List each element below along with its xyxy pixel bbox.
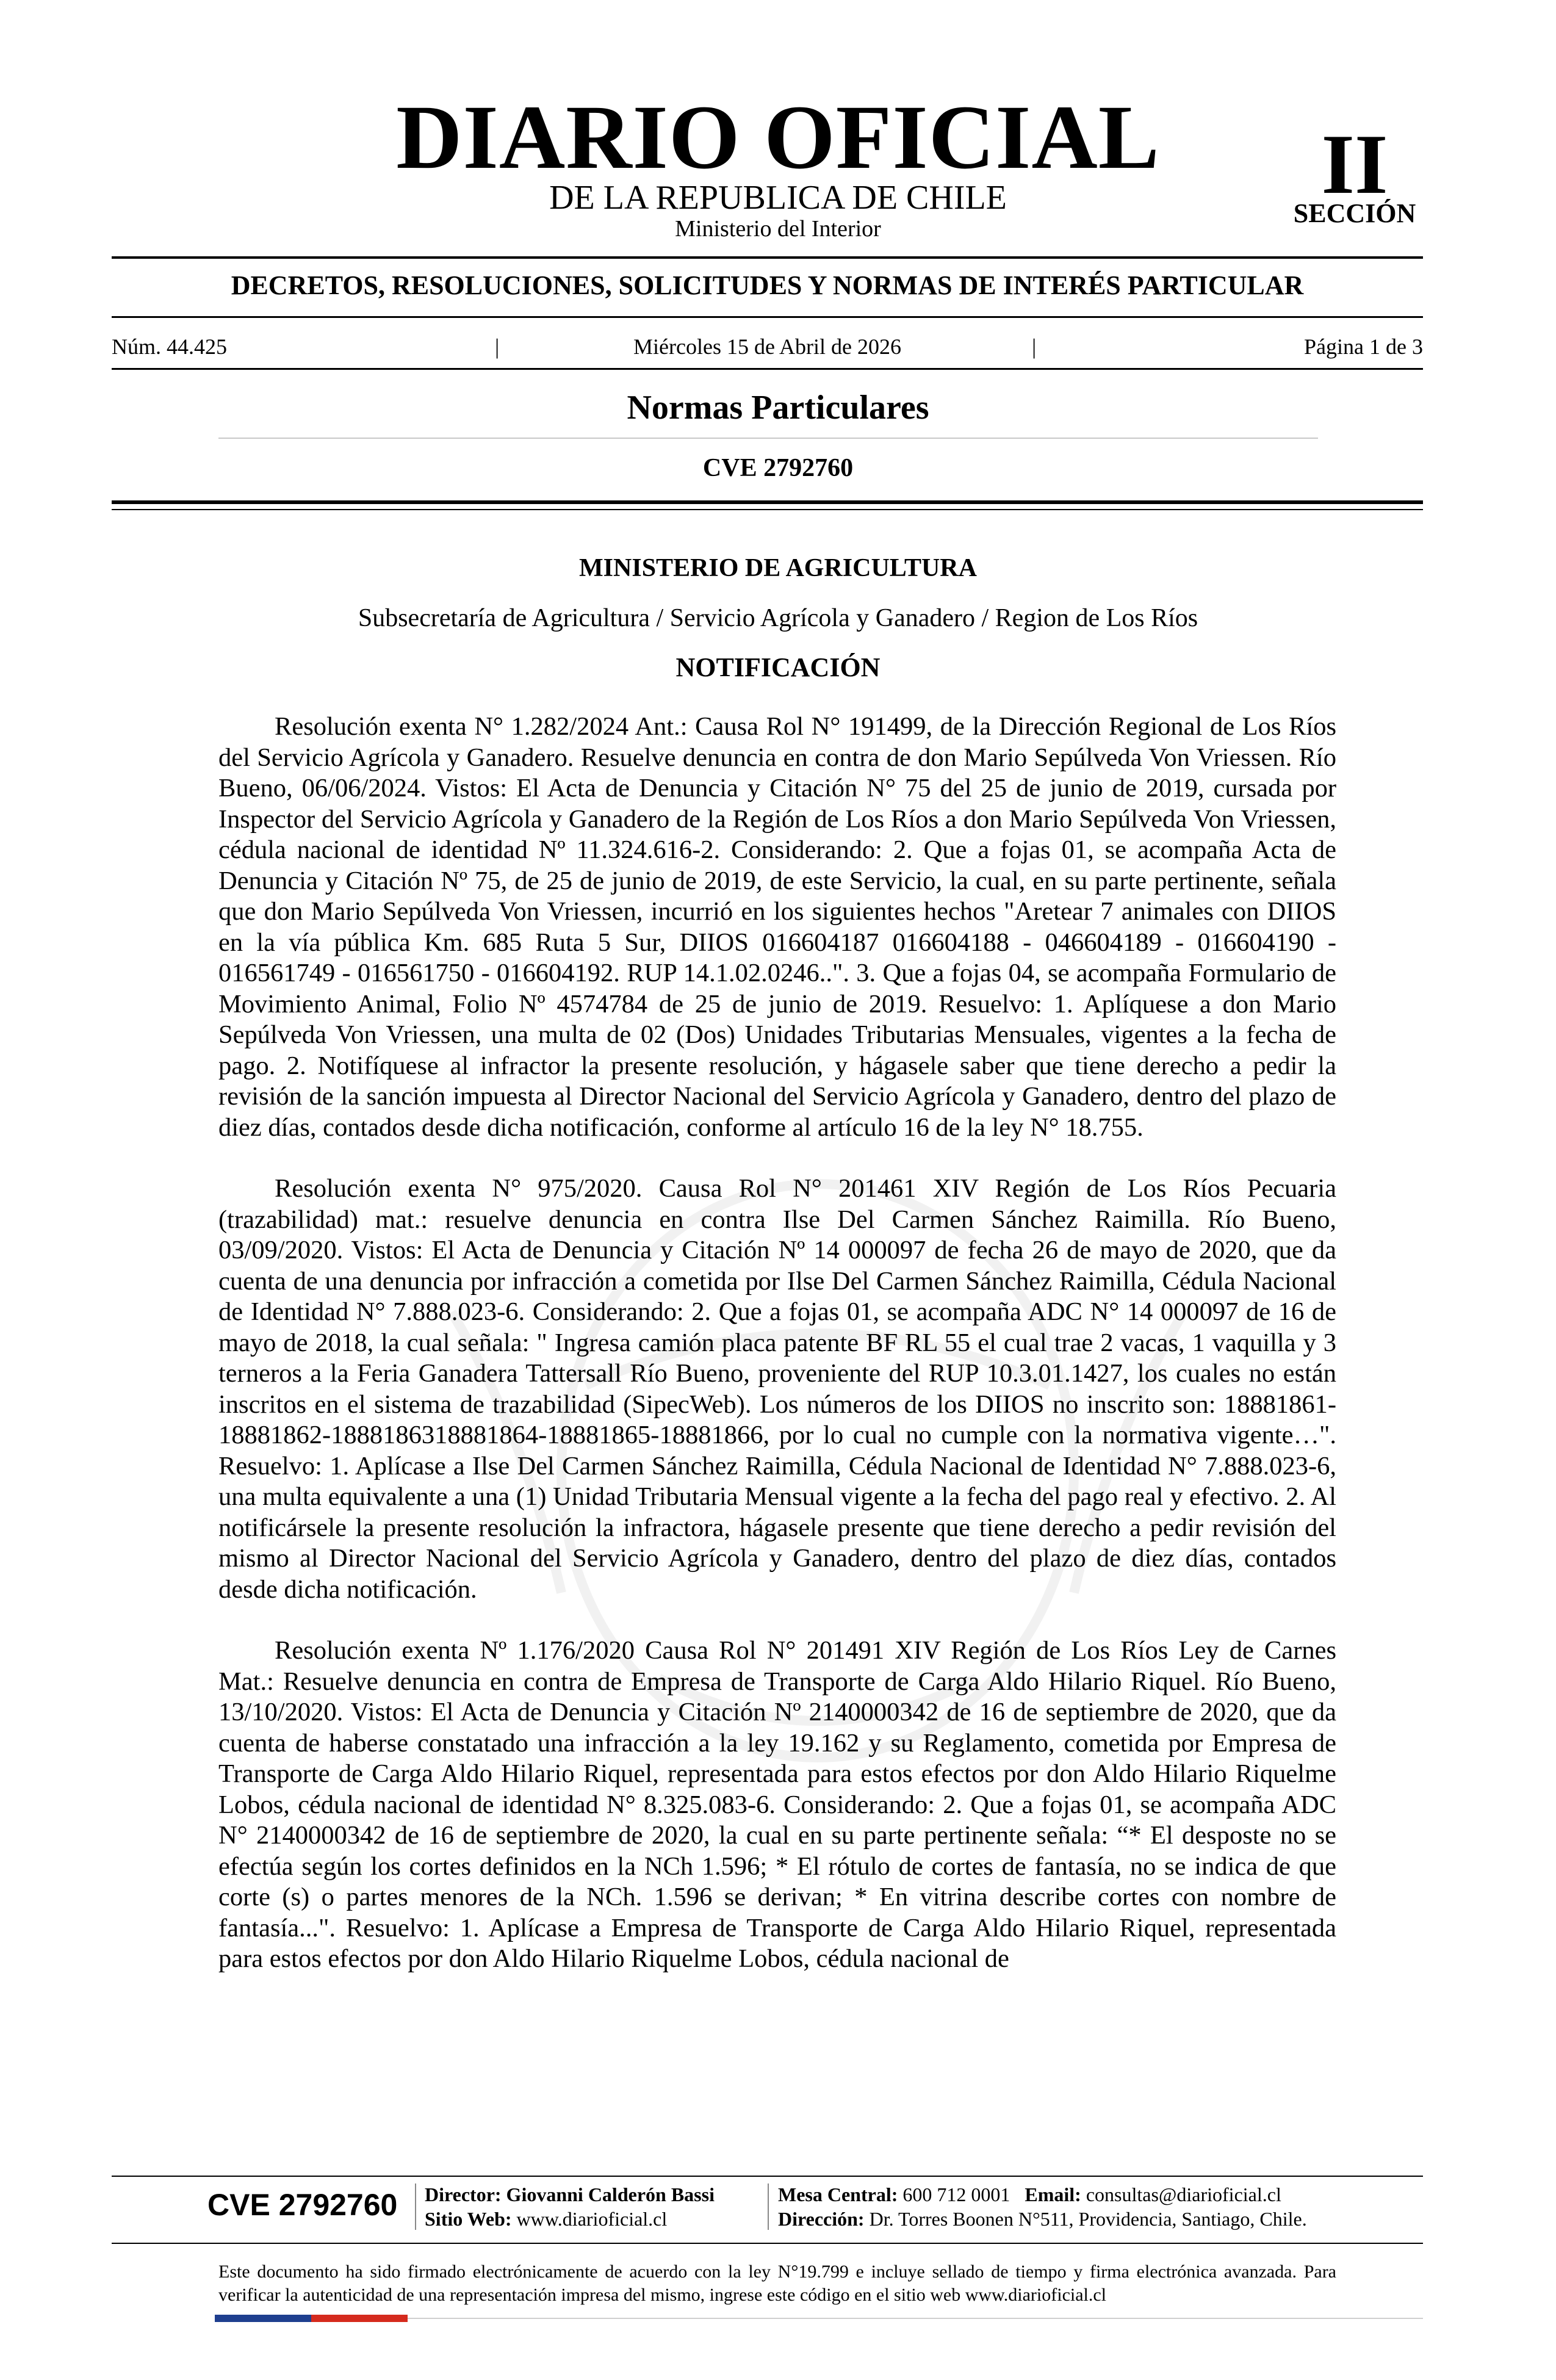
- notice-title: NOTIFICACIÓN: [675, 652, 881, 682]
- address-text: Dr. Torres Boonen N°511, Providencia, Santiago, Chile.: [869, 2208, 1307, 2230]
- section-number: II: [1321, 117, 1388, 212]
- meta-separator: |: [1032, 334, 1037, 359]
- cve-divider-thick: [112, 500, 1423, 504]
- cve-divider-thin: [112, 509, 1423, 510]
- director-label: Director:: [425, 2183, 502, 2205]
- phone-label: Mesa Central:: [778, 2183, 898, 2205]
- signature-note: Este documento ha sido firmado electrónicamente de acuerdo con la ley N°19.799 e incluye sellado de tiempo y firma electrónica avanzada. Para verificar la autenticidad de una representación impresa del mismo, ingrese este código en el sitio web www.diarioficial.cl: [218, 2262, 1336, 2305]
- subsecretaria-line: Subsecretaría de Agricultura / Servicio Agrícola y Ganadero / Region de Los Ríos: [358, 604, 1198, 632]
- email-label: Email:: [1025, 2183, 1081, 2205]
- website-link[interactable]: www.diarioficial.cl: [516, 2208, 668, 2230]
- ministry-name: MINISTERIO DE AGRICULTURA: [579, 554, 977, 582]
- flag-stripe-blue: [215, 2315, 311, 2322]
- footer-contact-block: [778, 2182, 1352, 2231]
- masthead-divider: [112, 256, 1423, 259]
- flag-line: [408, 2318, 1423, 2319]
- phone-number: 600 712 0001: [902, 2183, 1010, 2205]
- cve-code: CVE 2792760: [702, 454, 854, 482]
- heading-divider: [112, 316, 1423, 318]
- norm-title: Normas Particulares: [627, 389, 929, 427]
- website-label: Sitio Web:: [425, 2208, 512, 2230]
- director-name: Giovanni Calderón Bassi: [506, 2183, 715, 2205]
- notice-body: [218, 712, 1336, 2005]
- section-heading: DECRETOS, RESOLUCIONES, SOLICITUDES Y NORMAS DE INTERÉS PARTICULAR: [231, 270, 1304, 300]
- issue-number: Núm. 44.425: [112, 334, 227, 359]
- masthead-subtitle: DE LA REPUBLICA DE CHILE: [549, 179, 1007, 217]
- flag-stripe-red: [311, 2315, 408, 2322]
- meta-divider: [112, 368, 1423, 370]
- footer-col-divider: [415, 2183, 416, 2230]
- section-label: SECCIÓN: [1293, 198, 1416, 228]
- footer-divider: [112, 2176, 1423, 2177]
- email-link[interactable]: consultas@diarioficial.cl: [1086, 2183, 1281, 2205]
- issue-meta-row: [112, 334, 1423, 359]
- resolution-paragraph: Resolución exenta N° 1.282/2024 Ant.: Causa Rol N° 191499, de la Dirección Regional de Los Ríos del Servicio Agrícola y Ganadero. Resuelve denuncia en contra de don Mario Sepúlveda Von Vriessen. Río Bueno, 06/06/2024. Vistos: El Acta de Denuncia y Citación N° 75 del 25 de junio de 2019, cursada por Inspector del Servicio Agrícola y Ganadero de la Región de Los Ríos a don Mario Sepúlveda Von Vriessen, cédula nacional de identidad Nº 11.324.616-2. Considerando: 2. Que a fojas 01, se acompaña Acta de Denuncia y Citación Nº 75, de 25 de junio de 2019, de este Servicio, la cual, en su parte pertinente, señala que don Mario Sepúlveda Von Vriessen, incurrió en los siguientes hechos "Aretear 7 animales con DIIOS en la vía pública Km. 685 Ruta 5 Sur, DIIOS 016604187 016604188 - 046604189 - 016604190 - 016561749 - 016561750 - 016604192. RUP 14.1.02.0246..". 3. Que a fojas 04, se acompaña Formulario de Movimiento Animal, Folio Nº 4574784 de 25 de junio de 2019. Resuelvo: 1. Aplíquese a don Mario Sepúlveda Von Vriessen, una multa de 02 (Dos) Unidades Tributarias Mensuales, vigentes a la fecha de pago. 2. Notifíquese al infractor la presente resolución, y hágasele saber que tiene derecho a pedir la revisión de la sanción impuesta al Director Nacional del Servicio Agrícola y Ganadero, dentro del plazo de diez días, contados desde dicha notificación, conforme al artículo 16 de la ley N° 18.755.: [218, 712, 1336, 1142]
- footer-cve-code: CVE 2792760: [207, 2188, 398, 2222]
- footer-note-divider: [112, 2243, 1423, 2244]
- footer-col-divider: [768, 2183, 769, 2230]
- resolution-paragraph: Resolución exenta N° 975/2020. Causa Rol N° 201461 XIV Región de Los Ríos Pecuaria (trazabilidad) mat.: resuelve denuncia en contra Ilse Del Carmen Sánchez Raimilla. Río Bueno, 03/09/2020. Vistos: El Acta de Denuncia y Citación Nº 14 000097 de fecha 26 de mayo de 2020, que da cuenta de una denuncia por infracción a cometida por Ilse Del Carmen Sánchez Raimilla, Cédula Nacional de Identidad N° 7.888.023-6. Considerando: 2. Que a fojas 01, se acompaña ADC N° 14 000097 de 16 de mayo de 2018, la cual señala: " Ingresa camión placa patente BF RL 55 el cual trae 2 vacas, 1 vaquilla y 3 terneros a la Feria Ganadera Tattersall Río Bueno, proveniente del RUP 10.3.01.1427, los cuales no están inscritos en el sistema de trazabilidad (SipecWeb). Los números de los DIIOS no inscrito son: 18881861-18881862-1888186318881864-18881865-18881866, por lo cual no cumple con la normativa vigente…". Resuelvo: 1. Aplícase a Ilse Del Carmen Sánchez Raimilla, Cédula Nacional de Identidad N° 7.888.023-6, una multa equivalente a una (1) Unidad Tributaria Mensual vigente a la fecha del pago real y efectivo. 2. Al notificársele la presente resolución la infractora, hágasele presente que tiene derecho a pedir revisión del mismo al Director Nacional del Servicio Agrícola y Ganadero, dentro del plazo de diez días, contados desde dicha notificación.: [218, 1174, 1336, 1604]
- meta-separator: |: [495, 334, 500, 359]
- address-label: Dirección:: [778, 2208, 865, 2230]
- masthead-title: DIARIO OFICIAL: [396, 87, 1160, 188]
- resolution-paragraph: Resolución exenta Nº 1.176/2020 Causa Rol N° 201491 XIV Región de Los Ríos Ley de Carnes Mat.: Resuelve denuncia en contra de Empresa de Transporte de Carga Aldo Hilario Riquel. Río Bueno, 13/10/2020. Vistos: El Acta de Denuncia y Citación Nº 2140000342 de 16 de septiembre de 2020, que da cuenta de haberse constatado una infracción a la ley 19.162 y su Reglamento, cometida por Empresa de Transporte de Carga Aldo Hilario Riquel, representada para estos efectos por don Aldo Hilario Riquelme Lobos, cédula nacional de identidad N° 8.325.083-6. Considerando: 2. Que a fojas 01, se acompaña ADC N° 2140000342 de 16 de septiembre de 2020, la cual en su parte pertinente señala: “* El desposte no se efectúa según los cortes definidos en la NCh 1.596; * El rótulo de cortes de fantasía, no se indica de que corte (s) o partes menores de la NCh. 1.596 se derivan; * En vitrina describe cortes con nombre de fantasía...". Resuelvo: 1. Aplícase a Empresa de Transporte de Carga Aldo Hilario Riquel, representada para estos efectos por don Aldo Hilario Riquelme Lobos, cédula nacional de: [218, 1636, 1336, 1973]
- title-divider: [218, 438, 1318, 439]
- page-indicator: Página 1 de 3: [1304, 334, 1423, 359]
- footer-director-block: [425, 2182, 766, 2231]
- masthead-ministry: Ministerio del Interior: [675, 216, 881, 242]
- issue-date: Miércoles 15 de Abril de 2026: [633, 334, 901, 359]
